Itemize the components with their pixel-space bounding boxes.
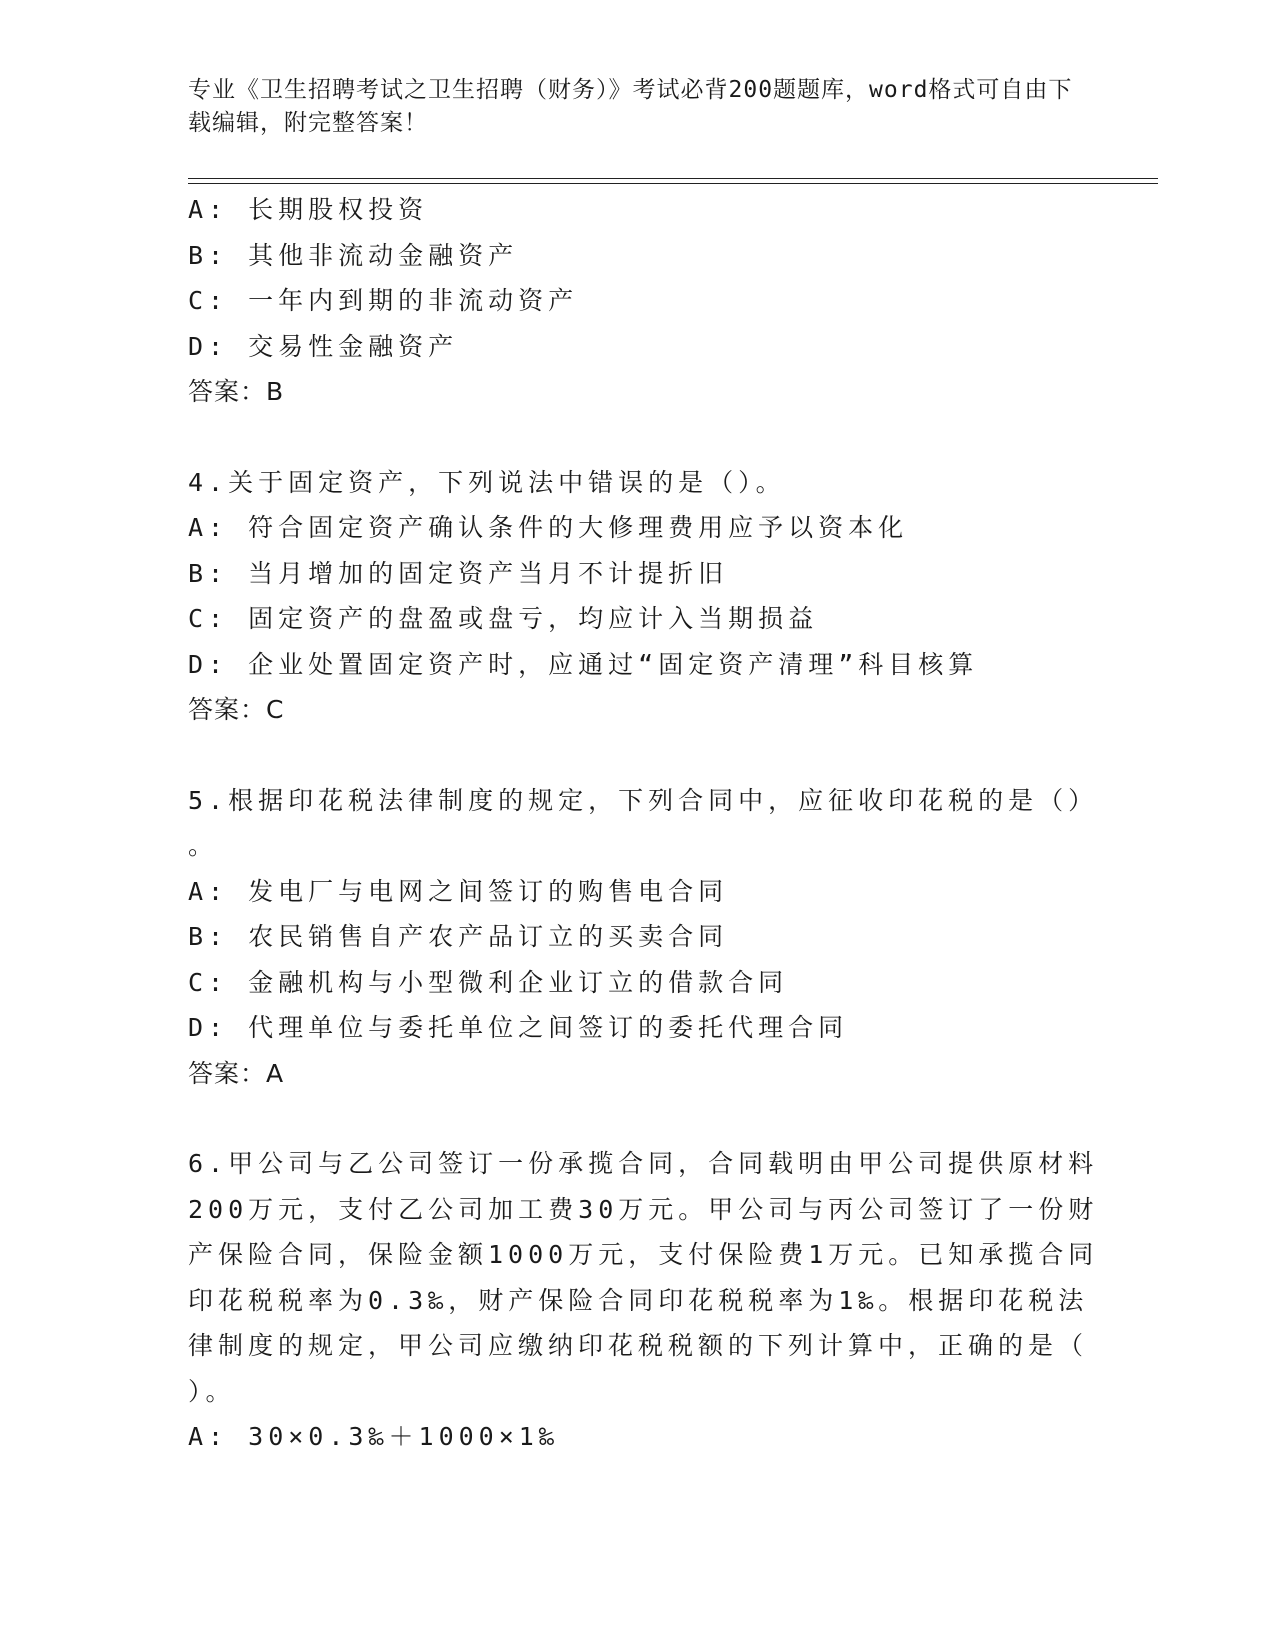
question-stem: 。	[188, 831, 219, 860]
question-stem: ）。	[188, 1376, 236, 1406]
option-d: D: 代理单位与委托单位之间签订的委托代理合同	[188, 1013, 849, 1042]
page-header: 专业《卫生招聘考试之卫生招聘（财务）》考试必背200题题库，word格式可自由下载编辑，附完整答案！	[188, 77, 1073, 136]
question-block	[188, 187, 1088, 415]
question-list	[188, 187, 1099, 1460]
question-stem: 200万元，支付乙公司加工费30万元。甲公司与丙公司签订了一份财	[188, 1194, 1099, 1224]
option-b: B: 其他非流动金融资产	[188, 240, 519, 270]
option-a: A: 发电厂与电网之间签订的购售电合同	[188, 876, 729, 906]
answer: 答案：A	[188, 1058, 285, 1088]
option-a: A: 符合固定资产确认条件的大修理费用应予以资本化	[188, 513, 909, 542]
question-stem: 4.关于固定资产，下列说法中错误的是（）。	[188, 467, 786, 497]
option-b: B: 当月增加的固定资产当月不计提折旧	[188, 558, 729, 588]
question-stem: 律制度的规定，甲公司应缴纳印花税税额的下列计算中，正确的是（	[188, 1331, 1089, 1360]
option-b: B: 农民销售自产农产品订立的买卖合同	[188, 922, 729, 951]
option-c: C: 固定资产的盘盈或盘亏，均应计入当期损益	[188, 604, 819, 633]
question-block	[188, 460, 1088, 733]
question-stem: 5.根据印花税法律制度的规定，下列合同中，应征收印花税的是（）	[188, 785, 1099, 815]
option-d: D: 交易性金融资产	[188, 331, 459, 361]
question-block	[188, 1141, 1099, 1460]
option-c: C: 金融机构与小型微利企业订立的借款合同	[188, 967, 789, 997]
question-stem: 印花税税率为0.3‰，财产保险合同印花税税率为1‰。根据印花税法	[188, 1285, 1089, 1315]
question-block	[188, 778, 1099, 1097]
answer: 答案：B	[188, 377, 285, 406]
option-a: A: 长期股权投资	[188, 195, 429, 224]
option-c: C: 一年内到期的非流动资产	[188, 286, 579, 315]
answer: 答案：C	[188, 695, 285, 724]
question-stem: 6.甲公司与乙公司签订一份承揽合同，合同载明由甲公司提供原材料	[188, 1149, 1099, 1178]
option-d: D: 企业处置固定资产时，应通过“固定资产清理”科目核算	[188, 649, 979, 679]
header-divider	[188, 178, 1158, 184]
question-stem: 产保险合同，保险金额1000万元，支付保险费1万元。已知承揽合同	[188, 1240, 1099, 1269]
option-a: A: 30×0.3‰＋1000×1‰	[188, 1422, 559, 1451]
